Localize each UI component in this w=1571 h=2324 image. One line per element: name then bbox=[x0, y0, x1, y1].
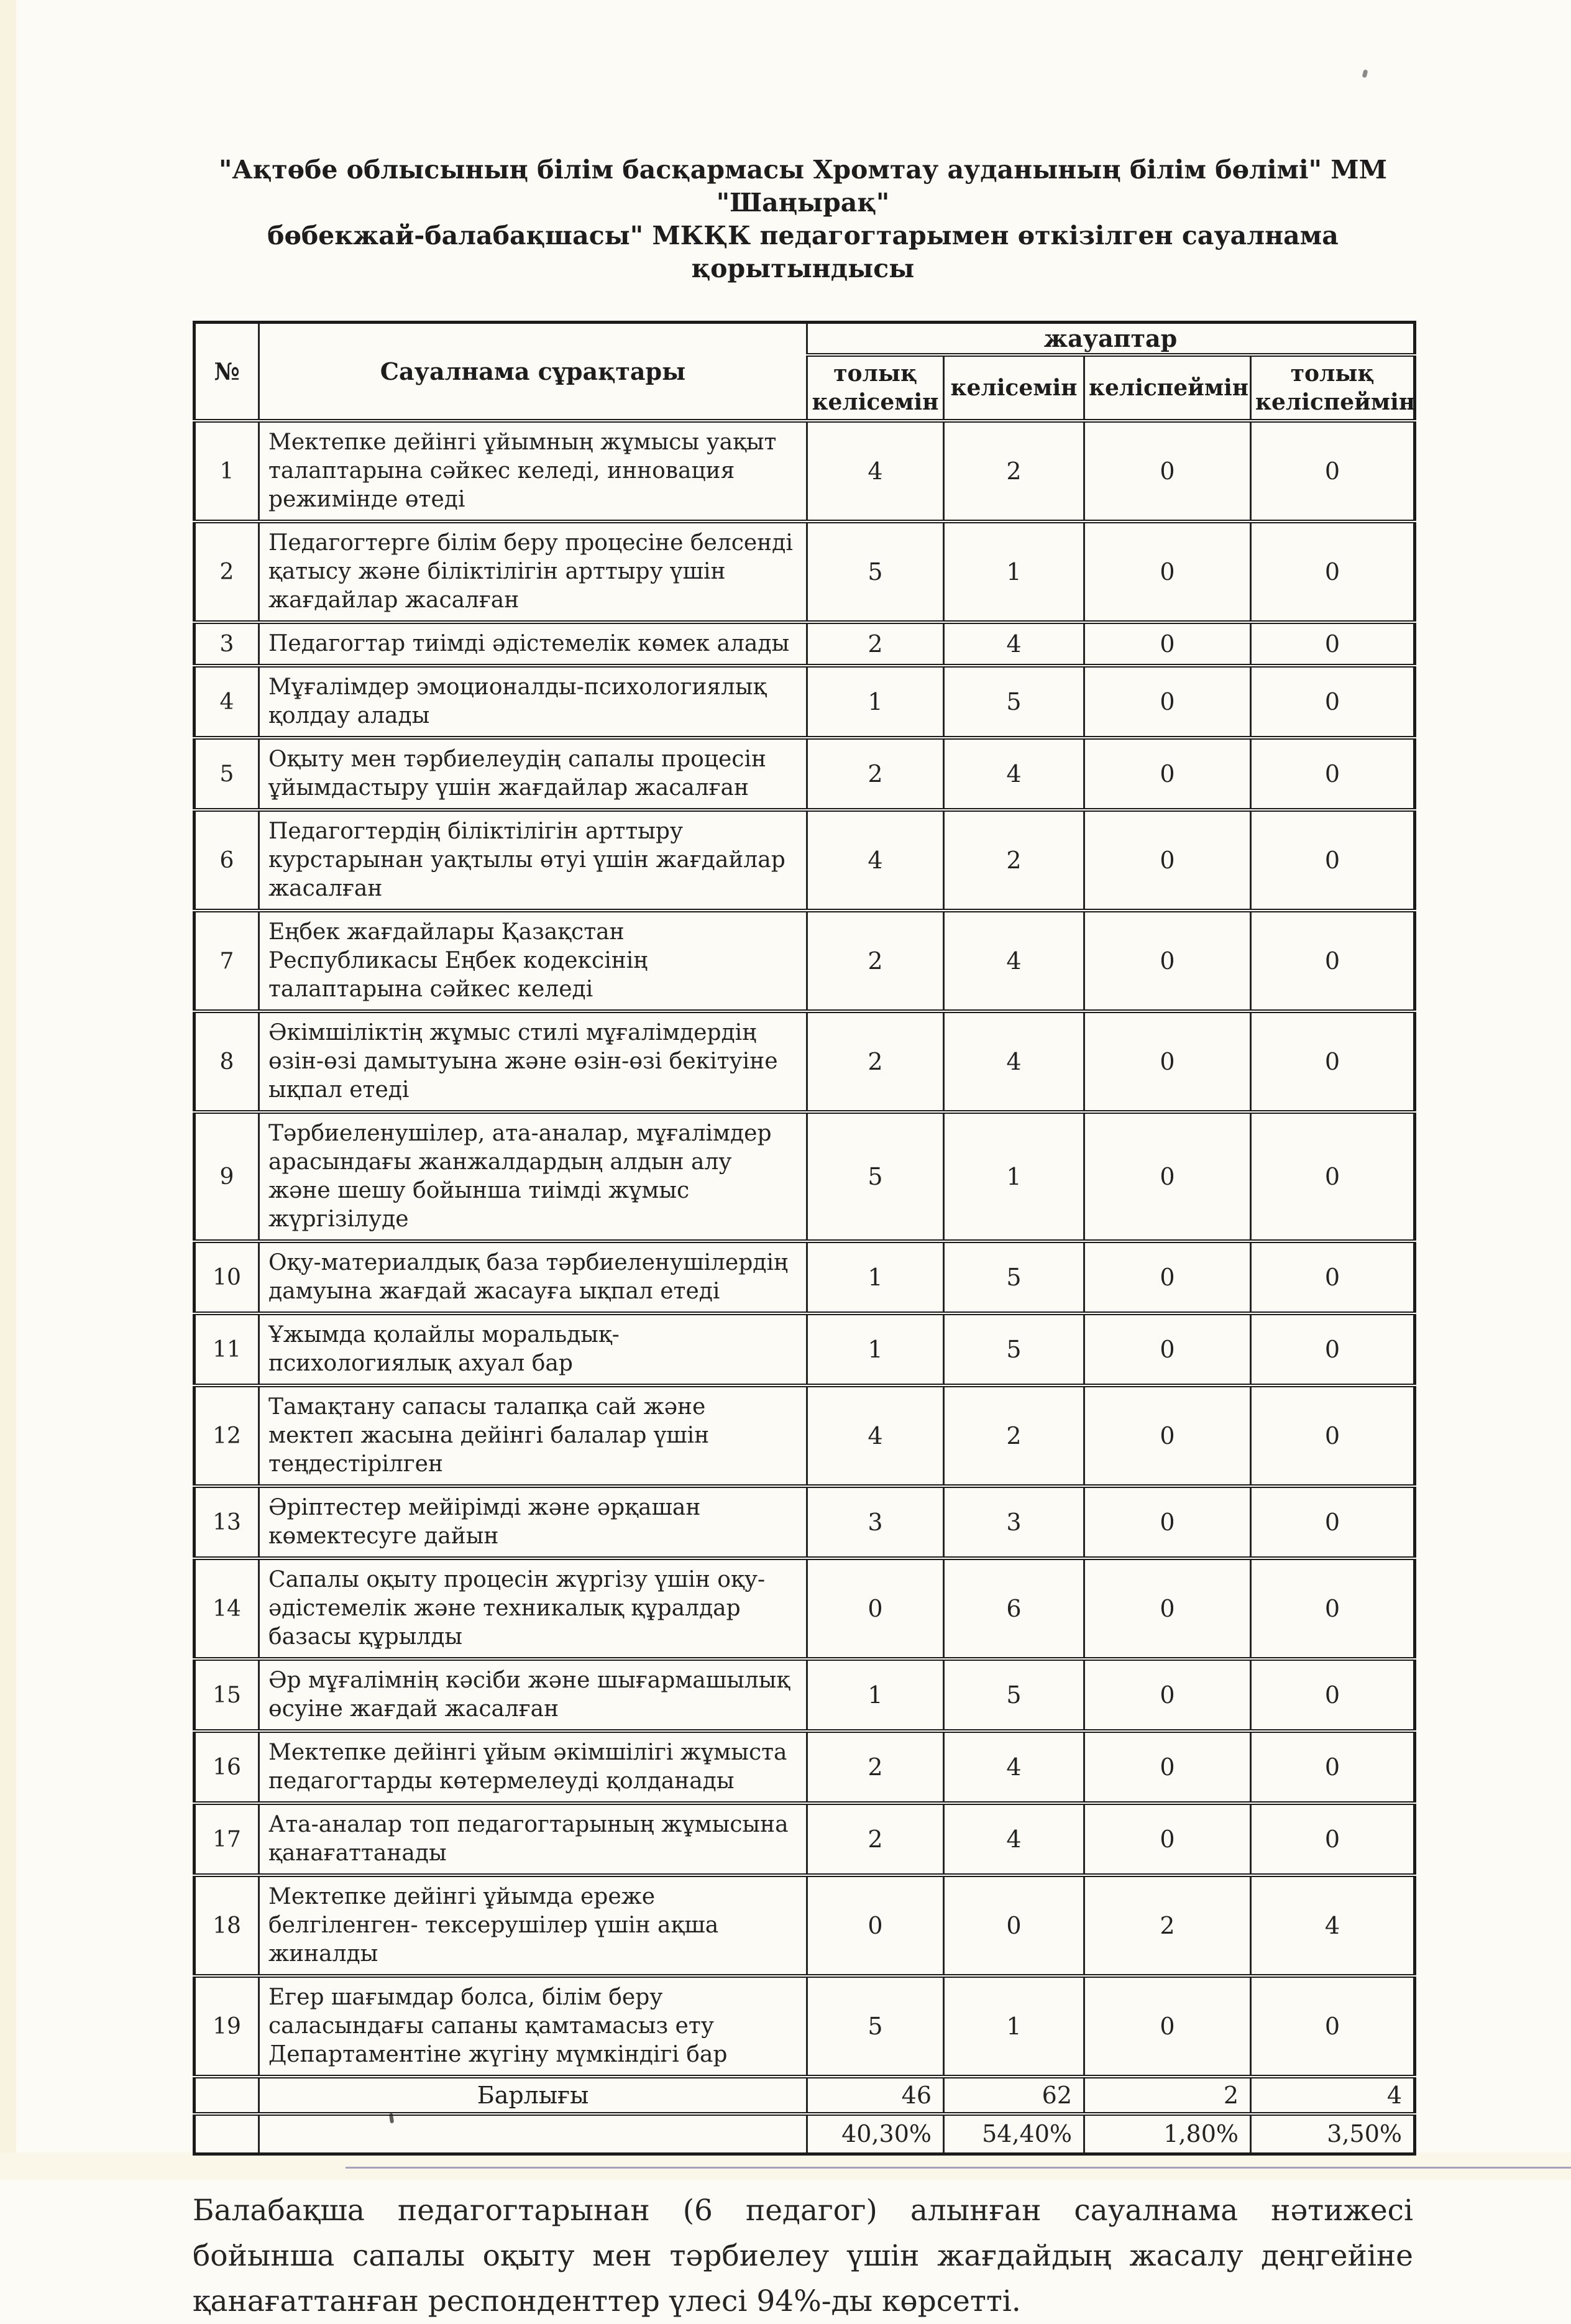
row-question: Тәрбиеленушілер, ата-аналар, мұғалімдер арасындағы жанжалдардың алдын алу және шешу бойынша тиімді жұмыс жүргізілуде bbox=[259, 1112, 807, 1241]
row-question: Ата-аналар топ педагогтарының жұмысына қанағаттанады bbox=[259, 1803, 807, 1875]
totals-row bbox=[195, 2077, 1415, 2114]
row-value: 0 bbox=[1084, 1976, 1251, 2077]
row-value: 0 bbox=[1251, 1976, 1415, 2077]
header-group-row bbox=[195, 323, 1415, 356]
row-value: 0 bbox=[1084, 421, 1251, 521]
row-value: 0 bbox=[1084, 622, 1251, 666]
row-value: 0 bbox=[1251, 1558, 1415, 1659]
row-value: 0 bbox=[1251, 911, 1415, 1011]
row-value: 4 bbox=[1251, 1875, 1415, 1976]
row-value: 4 bbox=[944, 622, 1084, 666]
percent-empty-label-cell bbox=[259, 2114, 807, 2154]
row-question: Әр мұғалімнің кәсіби және шығармашылық өсуіне жағдай жасалған bbox=[259, 1659, 807, 1731]
col-header-answer-3: толық келіспеймін bbox=[1251, 355, 1415, 421]
row-value: 0 bbox=[807, 1558, 944, 1659]
row-value: 0 bbox=[1084, 1558, 1251, 1659]
row-value: 2 bbox=[1084, 1875, 1251, 1976]
row-value: 0 bbox=[1084, 1731, 1251, 1803]
row-value: 0 bbox=[1084, 1803, 1251, 1875]
row-number: 9 bbox=[195, 1112, 259, 1241]
row-value: 0 bbox=[1084, 738, 1251, 810]
row-question: Педагогтар тиімді әдістемелік көмек алады bbox=[259, 622, 807, 666]
row-value: 0 bbox=[1084, 810, 1251, 911]
row-value: 0 bbox=[1084, 666, 1251, 738]
title-line-1: "Ақтөбе облысының білім басқармасы Хромтау ауданының білім бөлімі" ММ "Шаңырақ" bbox=[218, 155, 1388, 218]
row-value: 4 bbox=[944, 1731, 1084, 1803]
table-row bbox=[195, 1486, 1415, 1558]
percentages-row bbox=[195, 2114, 1415, 2154]
row-value: 0 bbox=[1251, 1112, 1415, 1241]
row-value: 4 bbox=[944, 1011, 1084, 1112]
row-value: 0 bbox=[1251, 1803, 1415, 1875]
table-row bbox=[195, 1659, 1415, 1731]
row-question: Тамақтану сапасы талапқа сай және мектеп жасына дейінгі балалар үшін теңдестірілген bbox=[259, 1385, 807, 1486]
table-row bbox=[195, 1112, 1415, 1241]
percent-value: 40,30% bbox=[807, 2114, 944, 2154]
row-value: 0 bbox=[944, 1875, 1084, 1976]
col-header-number: № bbox=[195, 323, 259, 421]
row-value: 0 bbox=[1251, 421, 1415, 521]
row-value: 3 bbox=[807, 1486, 944, 1558]
row-number: 10 bbox=[195, 1241, 259, 1313]
row-value: 4 bbox=[944, 1803, 1084, 1875]
row-value: 1 bbox=[944, 521, 1084, 622]
row-number: 3 bbox=[195, 622, 259, 666]
row-number: 15 bbox=[195, 1659, 259, 1731]
row-value: 0 bbox=[1084, 1241, 1251, 1313]
row-question: Сапалы оқыту процесін жүргізу үшін оқу-әдістемелік және техникалық құралдар базасы құрылды bbox=[259, 1558, 807, 1659]
row-value: 0 bbox=[1251, 738, 1415, 810]
row-question: Мектепке дейінгі ұйым әкімшілігі жұмыста педагогтарды көтермелеуді қолданады bbox=[259, 1731, 807, 1803]
row-number: 11 bbox=[195, 1313, 259, 1385]
row-value: 0 bbox=[1251, 622, 1415, 666]
row-value: 2 bbox=[807, 1011, 944, 1112]
row-question: Оқыту мен тәрбиелеудің сапалы процесін ұйымдастыру үшін жағдайлар жасалған bbox=[259, 738, 807, 810]
row-value: 5 bbox=[944, 1241, 1084, 1313]
row-question: Әріптестер мейірімді және әрқашан көмектесуге дайын bbox=[259, 1486, 807, 1558]
col-header-answer-2: келіспеймін bbox=[1084, 355, 1251, 421]
table-row bbox=[195, 1385, 1415, 1486]
row-value: 0 bbox=[1084, 911, 1251, 1011]
row-value: 3 bbox=[944, 1486, 1084, 1558]
row-value: 5 bbox=[807, 521, 944, 622]
row-number: 12 bbox=[195, 1385, 259, 1486]
row-value: 0 bbox=[1084, 521, 1251, 622]
row-value: 5 bbox=[807, 1976, 944, 2077]
row-value: 1 bbox=[807, 666, 944, 738]
row-value: 0 bbox=[1251, 1241, 1415, 1313]
totals-empty-number-cell bbox=[195, 2077, 259, 2114]
col-header-question: Сауалнама сұрақтары bbox=[259, 323, 807, 421]
row-value: 1 bbox=[807, 1659, 944, 1731]
totals-value: 46 bbox=[807, 2077, 944, 2114]
row-value: 0 bbox=[1251, 810, 1415, 911]
row-value: 2 bbox=[944, 810, 1084, 911]
row-value: 5 bbox=[944, 1659, 1084, 1731]
row-value: 6 bbox=[944, 1558, 1084, 1659]
survey-results-table bbox=[193, 321, 1416, 2156]
row-value: 2 bbox=[944, 421, 1084, 521]
col-header-answer-0: толық келісемін bbox=[807, 355, 944, 421]
table-row bbox=[195, 666, 1415, 738]
totals-value: 62 bbox=[944, 2077, 1084, 2114]
row-value: 0 bbox=[807, 1875, 944, 1976]
document-title bbox=[193, 154, 1413, 285]
row-number: 18 bbox=[195, 1875, 259, 1976]
table-body bbox=[195, 421, 1415, 2077]
row-number: 13 bbox=[195, 1486, 259, 1558]
percent-value: 3,50% bbox=[1251, 2114, 1415, 2154]
percent-value: 1,80% bbox=[1084, 2114, 1251, 2154]
row-value: 2 bbox=[807, 1803, 944, 1875]
row-value: 0 bbox=[1251, 1385, 1415, 1486]
row-value: 1 bbox=[807, 1313, 944, 1385]
row-number: 17 bbox=[195, 1803, 259, 1875]
row-value: 2 bbox=[807, 738, 944, 810]
row-value: 0 bbox=[1084, 1313, 1251, 1385]
col-header-answer-1: келісемін bbox=[944, 355, 1084, 421]
table-row bbox=[195, 738, 1415, 810]
table-row bbox=[195, 1803, 1415, 1875]
row-value: 0 bbox=[1251, 1011, 1415, 1112]
row-value: 0 bbox=[1251, 1486, 1415, 1558]
row-value: 0 bbox=[1251, 666, 1415, 738]
summary-paragraph: Балабақша педагогтарынан (6 педагог) алынған сауалнама нәтижесі бойынша сапалы оқыту мен тәрбиелеу үшін жағдайдың жасалу деңгейіне қанағаттанған респонденттер үлесі 94%-ды көрсетті. bbox=[193, 2193, 1413, 2318]
table-row bbox=[195, 1875, 1415, 1976]
table-row bbox=[195, 1313, 1415, 1385]
table-row bbox=[195, 622, 1415, 666]
row-value: 4 bbox=[807, 1385, 944, 1486]
totals-value: 4 bbox=[1251, 2077, 1415, 2114]
row-value: 0 bbox=[1084, 1385, 1251, 1486]
row-value: 5 bbox=[944, 1313, 1084, 1385]
table-row bbox=[195, 1976, 1415, 2077]
row-question: Оқу-материалдық база тәрбиеленушілердің дамуына жағдай жасауға ықпал етеді bbox=[259, 1241, 807, 1313]
table-row bbox=[195, 521, 1415, 622]
table-header bbox=[195, 323, 1415, 421]
row-number: 7 bbox=[195, 911, 259, 1011]
row-value: 0 bbox=[1084, 1011, 1251, 1112]
row-number: 2 bbox=[195, 521, 259, 622]
percent-empty-number-cell bbox=[195, 2114, 259, 2154]
row-number: 19 bbox=[195, 1976, 259, 2077]
table-footer-rows bbox=[195, 2077, 1415, 2154]
row-number: 5 bbox=[195, 738, 259, 810]
row-value: 0 bbox=[1084, 1486, 1251, 1558]
row-value: 1 bbox=[807, 1241, 944, 1313]
row-value: 4 bbox=[807, 421, 944, 521]
percent-value: 54,40% bbox=[944, 2114, 1084, 2154]
table-row bbox=[195, 1558, 1415, 1659]
totals-label: Барлығы bbox=[259, 2077, 807, 2114]
row-value: 0 bbox=[1251, 1731, 1415, 1803]
table-row bbox=[195, 810, 1415, 911]
row-number: 16 bbox=[195, 1731, 259, 1803]
row-question: Егер шағымдар болса, білім беру саласындағы сапаны қамтамасыз ету Департаментіне жүгіну мүмкіндігі бар bbox=[259, 1976, 807, 2077]
row-question: Мектепке дейінгі ұйымның жұмысы уақыт талаптарына сәйкес келеді, инновация режимінде өтеді bbox=[259, 421, 807, 521]
row-question: Педагогтердің біліктілігін арттыру курстарынан уақтылы өтуі үшін жағдайлар жасалған bbox=[259, 810, 807, 911]
col-header-answers-group: жауаптар bbox=[807, 323, 1415, 356]
row-value: 0 bbox=[1251, 1313, 1415, 1385]
row-value: 2 bbox=[807, 911, 944, 1011]
row-question: Ұжымда қолайлы моральдық-психологиялық ахуал бар bbox=[259, 1313, 807, 1385]
table-row bbox=[195, 1011, 1415, 1112]
row-number: 8 bbox=[195, 1011, 259, 1112]
table-row bbox=[195, 1241, 1415, 1313]
row-question: Еңбек жағдайлары Қазақстан Республикасы Еңбек кодексінің талаптарына сәйкес келеді bbox=[259, 911, 807, 1011]
row-number: 6 bbox=[195, 810, 259, 911]
row-value: 4 bbox=[944, 911, 1084, 1011]
row-value: 4 bbox=[944, 738, 1084, 810]
row-question: Әкімшіліктің жұмыс стилі мұғалімдердің өзін-өзі дамытуына және өзін-өзі бекітуіне ықпал етеді bbox=[259, 1011, 807, 1112]
row-value: 4 bbox=[807, 810, 944, 911]
row-number: 1 bbox=[195, 421, 259, 521]
table-row bbox=[195, 911, 1415, 1011]
table-row bbox=[195, 421, 1415, 521]
row-number: 4 bbox=[195, 666, 259, 738]
title-line-2: бөбекжай-балабақшасы" МКҚК педагогтарымен өткізілген сауалнама қорытындысы bbox=[267, 221, 1339, 283]
row-value: 5 bbox=[944, 666, 1084, 738]
row-question: Мұғалімдер эмоционалды-психологиялық қолдау алады bbox=[259, 666, 807, 738]
row-number: 14 bbox=[195, 1558, 259, 1659]
row-value: 0 bbox=[1084, 1659, 1251, 1731]
row-question: Педагогтерге білім беру процесіне белсенді қатысу және біліктілігін арттыру үшін жағдайлар жасалған bbox=[259, 521, 807, 622]
row-value: 2 bbox=[807, 1731, 944, 1803]
row-value: 5 bbox=[807, 1112, 944, 1241]
row-value: 0 bbox=[1251, 1659, 1415, 1731]
row-question: Мектепке дейінгі ұйымда ереже белгіленген- тексерушілер үшін ақша жиналды bbox=[259, 1875, 807, 1976]
row-value: 2 bbox=[944, 1385, 1084, 1486]
row-value: 2 bbox=[807, 622, 944, 666]
row-value: 1 bbox=[944, 1112, 1084, 1241]
table-row bbox=[195, 1731, 1415, 1803]
row-value: 1 bbox=[944, 1976, 1084, 2077]
row-value: 0 bbox=[1251, 521, 1415, 622]
row-value: 0 bbox=[1084, 1112, 1251, 1241]
totals-value: 2 bbox=[1084, 2077, 1251, 2114]
